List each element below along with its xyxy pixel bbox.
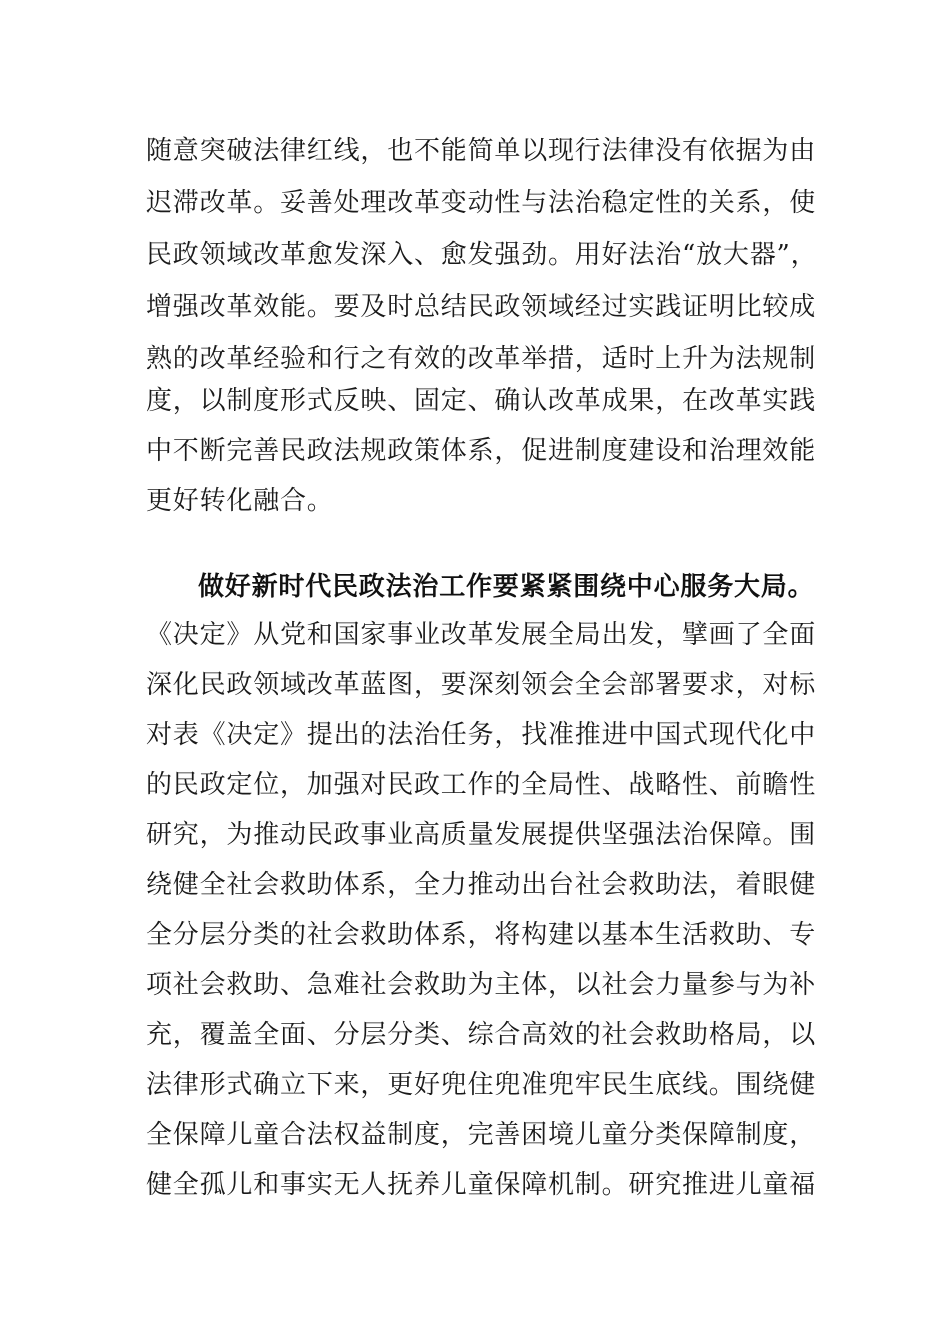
paragraph-2-line-9: 充，覆盖全面、分层分类、综合高效的社会救助格局，以 — [146, 1020, 817, 1050]
paragraph-1-line-6: 度，以制度形式反映、固定、确认改革成果，在改革实践 — [146, 386, 817, 416]
paragraph-1-line-2: 迟滞改革。妥善处理改革变动性与法治稳定性的关系，使 — [146, 188, 817, 218]
paragraph-1-line-8: 更好转化融合。 — [146, 486, 334, 516]
paragraph-2-line-7: 全分层分类的社会救助体系，将构建以基本生活救助、专 — [146, 920, 817, 950]
paragraph-2-line-6: 绕健全社会救助体系，全力推动出台社会救助法，着眼健 — [146, 870, 817, 900]
paragraph-1-line-1: 随意突破法律红线，也不能简单以现行法律没有依据为由 — [146, 136, 817, 166]
section-heading: 做好新时代民政法治工作要紧紧围绕中心服务大局。 — [198, 572, 815, 602]
paragraph-2-line-4: 的民政定位，加强对民政工作的全局性、战略性、前瞻性 — [146, 770, 817, 800]
paragraph-1-line-7: 中不断完善民政法规政策体系，促进制度建设和治理效能 — [146, 436, 817, 466]
paragraph-2-line-8: 项社会救助、急难社会救助为主体，以社会力量参与为补 — [146, 970, 817, 1000]
paragraph-1-line-3: 民政领域改革愈发深入、愈发强劲。用好法治“放大器”， — [146, 240, 818, 270]
paragraph-2-line-2: 深化民政领域改革蓝图，要深刻领会全会部署要求，对标 — [146, 670, 817, 700]
paragraph-1-line-5: 熟的改革经验和行之有效的改革举措，适时上升为法规制 — [146, 344, 817, 374]
paragraph-2-line-1: 《决定》从党和国家事业改革发展全局出发，擘画了全面 — [146, 620, 817, 650]
paragraph-2-line-5: 研究，为推动民政事业高质量发展提供坚强法治保障。围 — [146, 820, 817, 850]
paragraph-2-line-11: 全保障儿童合法权益制度，完善困境儿童分类保障制度， — [146, 1120, 817, 1150]
paragraph-2-line-3: 对表《决定》提出的法治任务，找准推进中国式现代化中 — [146, 720, 817, 750]
paragraph-2-line-10: 法律形式确立下来，更好兜住兜准兜牢民生底线。围绕健 — [146, 1070, 817, 1100]
paragraph-1-line-4: 增强改革效能。要及时总结民政领域经过实践证明比较成 — [146, 292, 817, 322]
paragraph-2-line-12: 健全孤儿和事实无人抚养儿童保障机制。研究推进儿童福 — [146, 1170, 817, 1200]
